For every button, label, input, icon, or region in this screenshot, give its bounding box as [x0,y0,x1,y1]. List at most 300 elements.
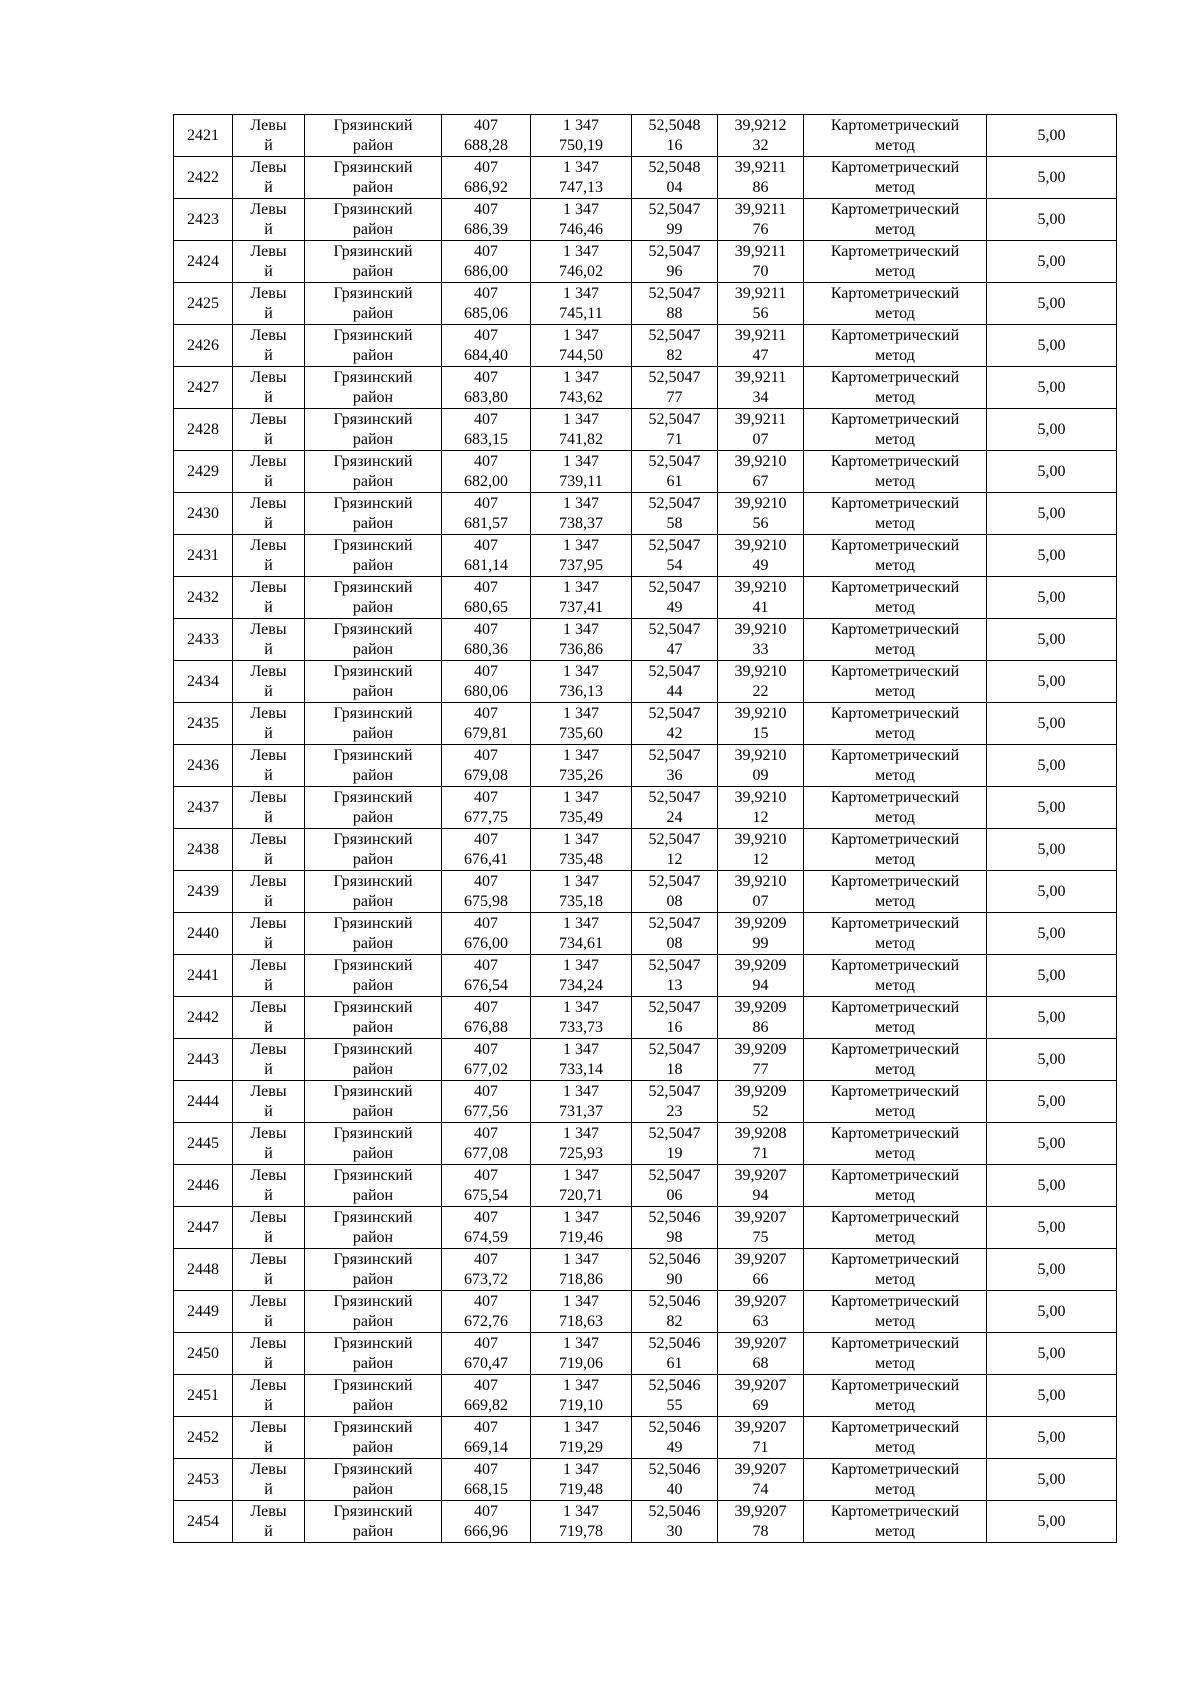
cell-latitude-line: 12 [666,850,683,868]
cell-district [305,451,442,493]
cell-latitude [632,619,718,661]
cell-longitude-line: 39,9210 [734,746,787,764]
cell-longitude [718,1123,804,1165]
cell-coord-x-line: 677,08 [464,1144,508,1162]
cell-method-line: Картометрический [830,746,960,764]
cell-district-line: район [352,1312,394,1330]
cell-latitude-line: 52,5047 [648,284,701,302]
cell-coord-x-line: 680,65 [464,598,508,616]
cell-district-line: район [352,682,394,700]
table-row [174,1249,1117,1291]
cell-longitude-line: 94 [752,976,769,994]
cell-method-line: Картометрический [830,410,960,428]
cell-coord-y-line: 735,60 [559,724,603,742]
cell-coord-y [531,1417,632,1459]
cell-side-line: Левы [250,1334,287,1352]
cell-latitude-line: 08 [666,934,683,952]
cell-district [305,829,442,871]
cell-district-line: Грязинский [333,1124,413,1142]
cell-coord-x-line: 407 [474,1040,498,1058]
cell-latitude [632,913,718,955]
cell-district-line: район [352,724,394,742]
cell-coord-x-line: 407 [474,242,498,260]
cell-side-line: Левы [250,1418,287,1436]
cell-side [233,619,305,661]
cell-method [804,535,987,577]
cell-coord-y-line: 1 347 [563,1124,599,1142]
table-row [174,997,1117,1039]
coordinates-table [173,114,1117,1543]
cell-longitude-line: 07 [752,430,769,448]
cell-latitude [632,1039,718,1081]
cell-coord-x-line: 407 [474,1418,498,1436]
cell-accuracy: 5,00 [987,1207,1117,1249]
cell-method [804,1249,987,1291]
cell-coord-x-line: 407 [474,620,498,638]
cell-coord-x-line: 407 [474,368,498,386]
cell-longitude-line: 56 [752,304,769,322]
cell-method-line: Картометрический [830,1250,960,1268]
cell-side-line: Левы [250,914,287,932]
cell-longitude-line: 39,9209 [734,956,787,974]
cell-side-line: Левы [250,746,287,764]
cell-method-line: метод [875,1060,915,1078]
cell-longitude-line: 39,9212 [734,116,787,134]
cell-method-line: метод [875,640,915,658]
cell-longitude-line: 68 [752,1354,769,1372]
cell-method-line: Картометрический [830,1208,960,1226]
cell-longitude-line: 94 [752,1186,769,1204]
cell-latitude-line: 44 [666,682,683,700]
cell-coord-x-line: 666,96 [464,1522,508,1540]
cell-district-line: район [352,304,394,322]
table-row [174,1375,1117,1417]
cell-side-line: Левы [250,578,287,596]
cell-latitude [632,1249,718,1291]
cell-district-line: Грязинский [333,1166,413,1184]
cell-coord-x-line: 673,72 [464,1270,508,1288]
cell-method [804,787,987,829]
cell-district-line: Грязинский [333,1502,413,1520]
cell-method-line: метод [875,262,915,280]
cell-coord-x-line: 683,15 [464,430,508,448]
cell-coord-y [531,241,632,283]
cell-method-line: Картометрический [830,788,960,806]
cell-method-line: Картометрический [830,704,960,722]
cell-latitude-line: 52,5047 [648,368,701,386]
cell-point-number: 2451 [174,1375,233,1417]
cell-coord-x [442,409,531,451]
cell-side [233,745,305,787]
cell-longitude-line: 39,9208 [734,1124,787,1142]
cell-side-line: Левы [250,536,287,554]
cell-coord-x [442,493,531,535]
cell-coord-y-line: 736,86 [559,640,603,658]
cell-district [305,1123,442,1165]
cell-latitude-line: 99 [666,220,683,238]
cell-district-line: Грязинский [333,704,413,722]
cell-longitude-line: 49 [752,556,769,574]
cell-coord-x-line: 676,88 [464,1018,508,1036]
cell-latitude-line: 49 [666,1438,683,1456]
cell-accuracy: 5,00 [987,745,1117,787]
cell-coord-x [442,1417,531,1459]
cell-district-line: Грязинский [333,284,413,302]
cell-method-line: Картометрический [830,914,960,932]
cell-latitude [632,577,718,619]
cell-longitude [718,115,804,157]
cell-coord-y-line: 746,46 [559,220,603,238]
cell-coord-x-line: 407 [474,536,498,554]
cell-side-line: й [264,1438,273,1456]
cell-method [804,1333,987,1375]
cell-method-line: метод [875,472,915,490]
cell-coord-y-line: 718,63 [559,1312,603,1330]
cell-district-line: район [352,136,394,154]
cell-district-line: район [352,1144,394,1162]
cell-side [233,1165,305,1207]
cell-accuracy: 5,00 [987,913,1117,955]
cell-longitude-line: 39,9207 [734,1292,787,1310]
cell-method-line: метод [875,220,915,238]
cell-district [305,661,442,703]
cell-district-line: район [352,1522,394,1540]
cell-coord-x-line: 676,54 [464,976,508,994]
cell-coord-x-line: 672,76 [464,1312,508,1330]
cell-accuracy: 5,00 [987,955,1117,997]
table-row [174,619,1117,661]
cell-method [804,1291,987,1333]
cell-coord-y-line: 746,02 [559,262,603,280]
cell-district [305,115,442,157]
cell-coord-x [442,1501,531,1543]
cell-coord-x [442,157,531,199]
cell-point-number: 2448 [174,1249,233,1291]
cell-coord-x-line: 407 [474,1082,498,1100]
cell-coord-y [531,787,632,829]
cell-district [305,1417,442,1459]
cell-latitude [632,1207,718,1249]
cell-side-line: й [264,1060,273,1078]
cell-longitude [718,1291,804,1333]
cell-side [233,1081,305,1123]
cell-method-line: метод [875,514,915,532]
cell-coord-y-line: 1 347 [563,1250,599,1268]
cell-district-line: Грязинский [333,788,413,806]
cell-method-line: метод [875,1522,915,1540]
cell-coord-x [442,871,531,913]
table-row [174,1165,1117,1207]
cell-district [305,493,442,535]
cell-side-line: й [264,304,273,322]
cell-latitude-line: 77 [666,388,683,406]
cell-side [233,1459,305,1501]
cell-point-number: 2426 [174,325,233,367]
cell-latitude [632,325,718,367]
cell-latitude [632,409,718,451]
cell-district-line: район [352,640,394,658]
cell-longitude-line: 39,9210 [734,494,787,512]
cell-accuracy: 5,00 [987,493,1117,535]
cell-district-line: Грязинский [333,1040,413,1058]
cell-coord-x-line: 688,28 [464,136,508,154]
cell-coord-x [442,535,531,577]
cell-longitude [718,1417,804,1459]
cell-latitude-line: 36 [666,766,683,784]
cell-coord-x [442,1249,531,1291]
cell-latitude [632,493,718,535]
cell-district-line: Грязинский [333,872,413,890]
cell-method-line: Картометрический [830,1418,960,1436]
cell-method-line: метод [875,724,915,742]
table-row [174,367,1117,409]
cell-latitude-line: 52,5046 [648,1334,701,1352]
cell-side-line: Левы [250,1082,287,1100]
cell-side-line: Левы [250,1460,287,1478]
cell-coord-y-line: 1 347 [563,914,599,932]
cell-district [305,241,442,283]
cell-coord-y-line: 735,49 [559,808,603,826]
cell-side-line: й [264,1312,273,1330]
table-row [174,535,1117,577]
cell-side [233,1375,305,1417]
cell-latitude-line: 52,5047 [648,746,701,764]
cell-district-line: район [352,220,394,238]
cell-district-line: Грязинский [333,1460,413,1478]
cell-longitude [718,451,804,493]
cell-side-line: й [264,1102,273,1120]
cell-side-line: й [264,472,273,490]
cell-longitude-line: 39,9209 [734,1040,787,1058]
cell-coord-x-line: 407 [474,872,498,890]
cell-coord-y-line: 725,93 [559,1144,603,1162]
cell-method-line: метод [875,934,915,952]
cell-coord-y-line: 1 347 [563,368,599,386]
cell-coord-y [531,157,632,199]
cell-coord-y-line: 718,86 [559,1270,603,1288]
cell-district-line: Грязинский [333,1250,413,1268]
cell-point-number: 2429 [174,451,233,493]
cell-side [233,1417,305,1459]
cell-district [305,997,442,1039]
cell-coord-y [531,1039,632,1081]
cell-side [233,283,305,325]
cell-district-line: Грязинский [333,116,413,134]
cell-coord-y [531,1081,632,1123]
cell-method-line: Картометрический [830,998,960,1016]
cell-side [233,409,305,451]
cell-district-line: район [352,262,394,280]
cell-side-line: Левы [250,830,287,848]
cell-coord-x-line: 683,80 [464,388,508,406]
cell-longitude-line: 39,9209 [734,998,787,1016]
table-row [174,1039,1117,1081]
cell-district-line: район [352,388,394,406]
cell-district [305,955,442,997]
cell-longitude-line: 39,9210 [734,452,787,470]
table-row [174,115,1117,157]
cell-side-line: й [264,430,273,448]
cell-district-line: Грязинский [333,578,413,596]
cell-district-line: Грязинский [333,1334,413,1352]
cell-latitude-line: 04 [666,178,683,196]
cell-latitude [632,661,718,703]
cell-coord-y-line: 734,61 [559,934,603,952]
cell-coord-y-line: 733,14 [559,1060,603,1078]
cell-longitude-line: 39,9211 [734,326,787,344]
cell-coord-y [531,1291,632,1333]
cell-coord-y-line: 719,78 [559,1522,603,1540]
cell-district [305,1249,442,1291]
cell-latitude [632,871,718,913]
cell-longitude-line: 99 [752,934,769,952]
cell-latitude-line: 30 [666,1522,683,1540]
cell-coord-x-line: 407 [474,158,498,176]
cell-coord-x-line: 407 [474,830,498,848]
cell-latitude-line: 52,5047 [648,872,701,890]
cell-accuracy: 5,00 [987,787,1117,829]
cell-district-line: Грязинский [333,158,413,176]
cell-district-line: район [352,934,394,952]
cell-coord-y-line: 747,13 [559,178,603,196]
cell-side-line: й [264,1186,273,1204]
cell-side-line: й [264,1522,273,1540]
cell-coord-x-line: 677,75 [464,808,508,826]
cell-coord-y-line: 1 347 [563,410,599,428]
cell-point-number: 2437 [174,787,233,829]
cell-accuracy: 5,00 [987,1501,1117,1543]
cell-latitude-line: 71 [666,430,683,448]
cell-point-number: 2422 [174,157,233,199]
cell-latitude-line: 52,5047 [648,788,701,806]
cell-longitude [718,955,804,997]
cell-method-line: Картометрический [830,368,960,386]
cell-coord-y [531,325,632,367]
cell-side-line: Левы [250,1502,287,1520]
cell-side [233,1291,305,1333]
cell-district-line: Грязинский [333,242,413,260]
cell-method [804,241,987,283]
cell-side [233,577,305,619]
table-row [174,703,1117,745]
cell-accuracy: 5,00 [987,1459,1117,1501]
cell-district [305,325,442,367]
cell-accuracy: 5,00 [987,1291,1117,1333]
cell-point-number: 2434 [174,661,233,703]
cell-district-line: район [352,1018,394,1036]
cell-accuracy: 5,00 [987,535,1117,577]
cell-method [804,367,987,409]
cell-method-line: метод [875,1312,915,1330]
cell-coord-x-line: 407 [474,704,498,722]
cell-district-line: район [352,892,394,910]
cell-method [804,661,987,703]
cell-latitude [632,745,718,787]
cell-coord-x-line: 682,00 [464,472,508,490]
cell-side-line: й [264,892,273,910]
cell-method [804,409,987,451]
cell-longitude-line: 76 [752,220,769,238]
cell-point-number: 2430 [174,493,233,535]
cell-latitude [632,829,718,871]
cell-coord-x-line: 407 [474,1334,498,1352]
cell-coord-y [531,703,632,745]
cell-side-line: й [264,388,273,406]
table-row [174,493,1117,535]
cell-method [804,955,987,997]
cell-side-line: Левы [250,620,287,638]
cell-coord-y [531,577,632,619]
cell-latitude-line: 19 [666,1144,683,1162]
cell-longitude-line: 77 [752,1060,769,1078]
cell-coord-y [531,661,632,703]
cell-coord-y-line: 1 347 [563,116,599,134]
cell-side-line: й [264,1480,273,1498]
cell-side [233,1039,305,1081]
cell-coord-y-line: 1 347 [563,788,599,806]
cell-coord-y-line: 1 347 [563,1082,599,1100]
cell-side [233,451,305,493]
cell-longitude [718,1333,804,1375]
cell-coord-x-line: 407 [474,1250,498,1268]
cell-longitude [718,535,804,577]
cell-side [233,871,305,913]
cell-coord-y-line: 745,11 [559,304,603,322]
cell-district [305,913,442,955]
cell-coord-x-line: 680,36 [464,640,508,658]
cell-longitude [718,997,804,1039]
cell-coord-y-line: 1 347 [563,1292,599,1310]
cell-coord-y-line: 1 347 [563,746,599,764]
cell-district [305,1165,442,1207]
cell-side-line: й [264,1270,273,1288]
cell-longitude-line: 39,9207 [734,1502,787,1520]
cell-method-line: метод [875,1018,915,1036]
cell-coord-x-line: 407 [474,998,498,1016]
cell-longitude [718,577,804,619]
cell-coord-y [531,115,632,157]
cell-latitude-line: 90 [666,1270,683,1288]
cell-coord-y-line: 719,29 [559,1438,603,1456]
cell-longitude-line: 39,9207 [734,1460,787,1478]
cell-method-line: метод [875,1144,915,1162]
cell-method [804,913,987,955]
cell-district-line: Грязинский [333,746,413,764]
cell-longitude-line: 39,9211 [734,284,787,302]
cell-longitude-line: 39,9207 [734,1208,787,1226]
cell-point-number: 2432 [174,577,233,619]
cell-accuracy: 5,00 [987,619,1117,661]
cell-coord-x [442,1333,531,1375]
cell-side-line: Левы [250,1124,287,1142]
cell-latitude-line: 52,5046 [648,1250,701,1268]
cell-method-line: метод [875,1438,915,1456]
cell-longitude-line: 70 [752,262,769,280]
cell-district [305,283,442,325]
cell-coord-x [442,1291,531,1333]
cell-coord-x [442,199,531,241]
cell-method-line: метод [875,766,915,784]
cell-coord-y [531,745,632,787]
cell-side-line: й [264,808,273,826]
cell-latitude [632,1165,718,1207]
cell-district-line: Грязинский [333,1208,413,1226]
cell-latitude-line: 52,5047 [648,1124,701,1142]
cell-point-number: 2445 [174,1123,233,1165]
cell-latitude-line: 61 [666,1354,683,1372]
cell-coord-x-line: 407 [474,116,498,134]
cell-latitude-line: 06 [666,1186,683,1204]
